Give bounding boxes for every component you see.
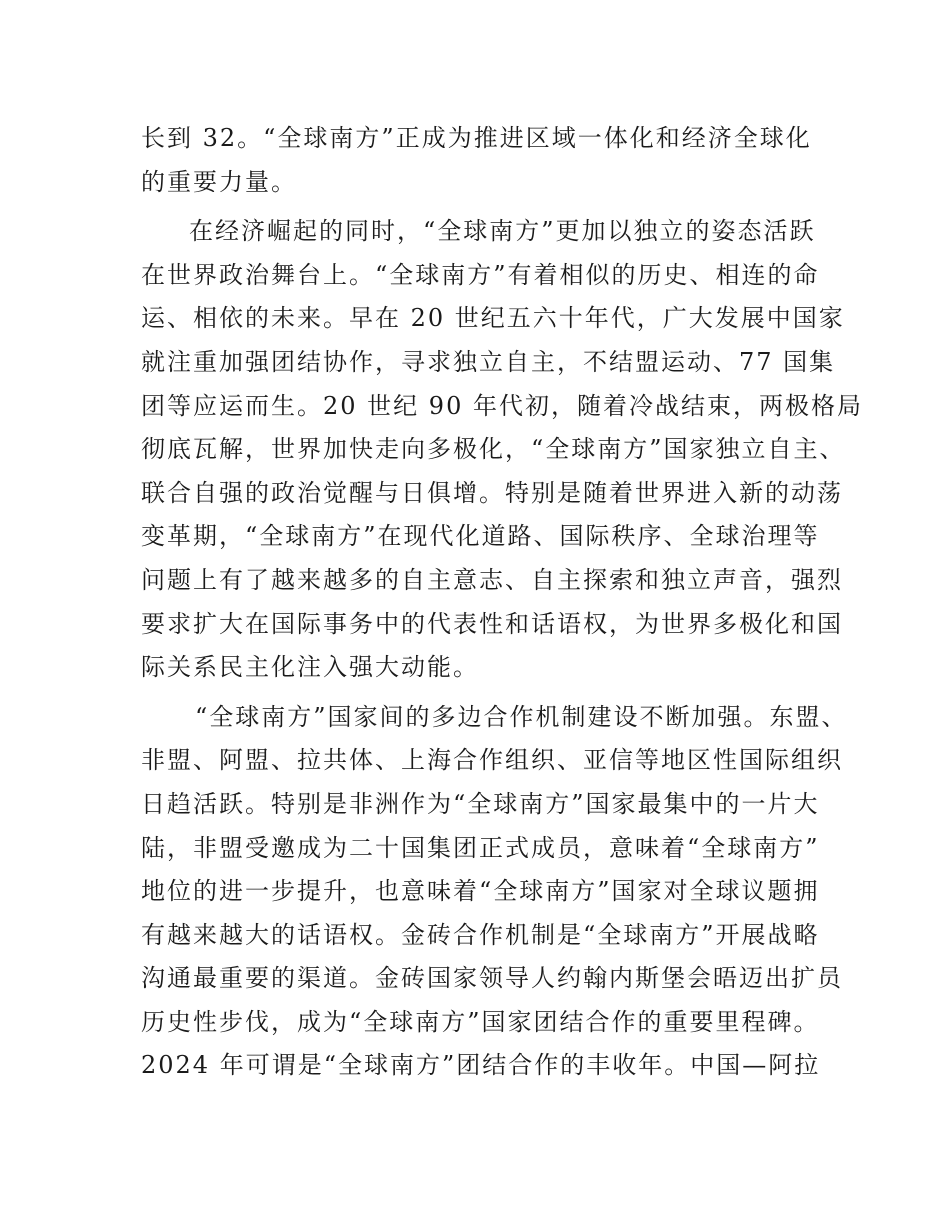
text-line: 的重要力量。 <box>141 167 297 196</box>
text-line: 日趋活跃。特别是非洲作为“全球南方”国家最集中的一片大 <box>141 789 820 818</box>
text-line: 运、相依的未来。早在 20 世纪五六十年代，广大发展中国家 <box>141 304 845 333</box>
text-line: 就注重加强团结协作，寻求独立自主，不结盟运动、77 国集 <box>141 347 836 376</box>
text-line: 历史性步伐，成为“全球南方”国家团结合作的重要里程碑。 <box>141 1007 820 1036</box>
text-line: 非盟、阿盟、拉共体、上海合作组织、亚信等地区性国际组织 <box>141 746 843 775</box>
paragraph <box>141 210 863 690</box>
document-body <box>141 117 863 1088</box>
text-line: 2024 年可谓是“全球南方”团结合作的丰收年。中国—阿拉 <box>141 1051 821 1080</box>
text-line: 联合自强的政治觉醒与日俱增。特别是随着世界进入新的动荡 <box>141 478 843 507</box>
text-line: 在世界政治舞台上。“全球南方”有着相似的历史、相连的命 <box>141 260 820 289</box>
text-line: 际关系民主化注入强大动能。 <box>141 653 479 682</box>
text-line: 彻底瓦解，世界加快走向多极化，“全球南方”国家独立自主、 <box>141 435 846 464</box>
text-line: “全球南方”国家间的多边合作机制建设不断加强。东盟、 <box>195 702 848 731</box>
paragraph <box>141 117 821 204</box>
text-line: 有越来越大的话语权。金砖合作机制是“全球南方”开展战略 <box>141 920 820 949</box>
text-line: 变革期，“全球南方”在现代化道路、国际秩序、全球治理等 <box>141 522 820 551</box>
text-line: 陆，非盟受邀成为二十国集团正式成员，意味着“全球南方” <box>141 833 820 862</box>
text-line: 问题上有了越来越多的自主意志、自主探索和独立声音，强烈 <box>141 565 843 594</box>
text-line: 要求扩大在国际事务中的代表性和话语权，为世界多极化和国 <box>141 609 843 638</box>
text-line: 团等应运而生。20 世纪 90 年代初，随着冷战结束，两极格局 <box>141 391 863 420</box>
text-line: 在经济崛起的同时，“全球南方”更加以独立的姿态活跃 <box>189 217 816 246</box>
text-line: 长到 32。“全球南方”正成为推进区域一体化和经济全球化 <box>141 124 812 152</box>
text-line: 沟通最重要的渠道。金砖国家领导人约翰内斯堡会晤迈出扩员 <box>141 964 843 993</box>
paragraph <box>141 696 848 1088</box>
text-line: 地位的进一步提升，也意味着“全球南方”国家对全球议题拥 <box>141 877 820 906</box>
